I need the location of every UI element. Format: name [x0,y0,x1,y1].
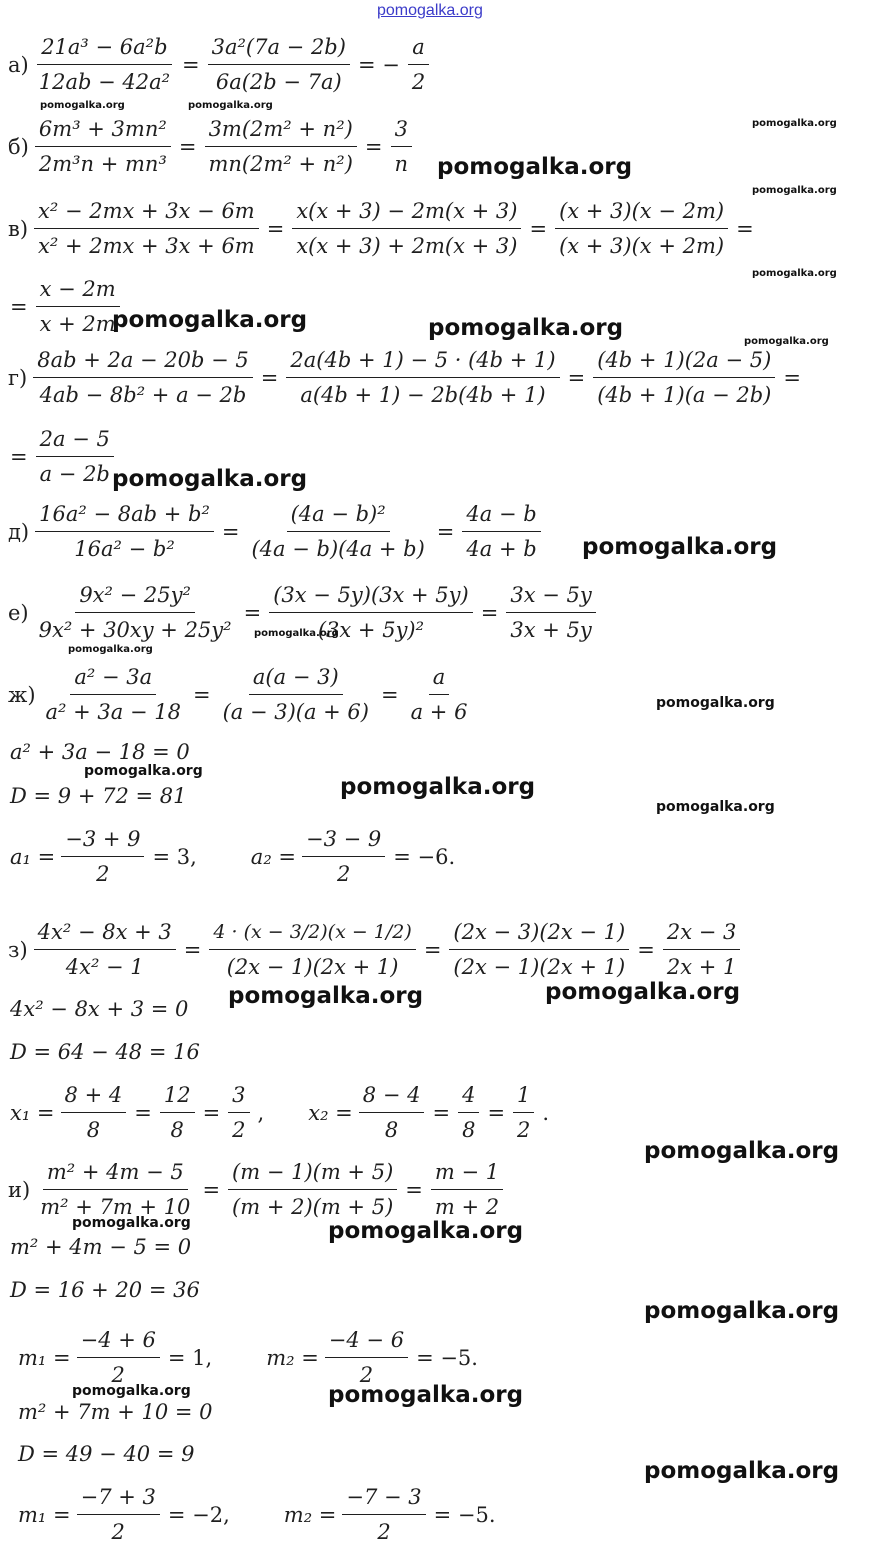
label-b: б) [8,134,29,159]
equals: = [202,1100,221,1125]
equals: = [10,294,28,319]
fraction [209,915,415,984]
denominator: 8 [384,1118,399,1142]
problem-i [8,1155,503,1224]
label-i: и) [8,1177,31,1202]
watermark: pomogalka.org [656,695,775,711]
fraction [33,343,253,412]
watermark: pomogalka.org [40,100,125,111]
denominator: 6a(2b − 7a) [215,70,342,94]
numerator: 2a(4b + 1) − 5 · (4b + 1) [286,343,559,378]
period: . [542,1100,550,1125]
denominator: m + 2 [434,1195,500,1219]
root-label: x₁ = [10,1100,55,1125]
numerator: (2x − 3)(2x − 1) [449,915,629,950]
problem-z [8,915,740,984]
numerator: 9x² − 25y² [75,578,195,613]
root-value: = −5. [433,1502,496,1527]
equation-line: a² + 3a − 18 = 0 [10,740,190,764]
root-label: a₂ = [250,844,297,869]
numerator: 3 [391,112,412,147]
numerator: a² − 3a [70,660,156,695]
denominator: 8 [170,1118,184,1142]
equals: = [183,937,202,962]
root-label: m₁ = [18,1502,71,1527]
equals: = [432,1100,451,1125]
denominator: 2 [517,1118,531,1142]
numerator: (4b + 1)(2a − 5) [593,343,775,378]
watermark: pomogalka.org [228,983,424,1009]
label-e: е) [8,600,29,625]
numerator: 3 [228,1078,249,1113]
watermark: pomogalka.org [188,100,273,111]
label-v: в) [8,216,29,241]
denominator: a² + 3a − 18 [45,700,181,724]
equals: = [260,365,279,390]
root-value: = 1, [167,1345,213,1370]
equals: = [381,682,399,707]
denominator: a + 6 [410,700,468,724]
fraction [36,272,120,341]
discriminant-line: D = 16 + 20 = 36 [10,1278,200,1302]
equals: = [178,134,197,159]
fraction [408,30,429,99]
equation-line: 4x² − 8x + 3 = 0 [10,997,189,1021]
root-label: m₂ = [266,1345,319,1370]
numerator: −3 + 9 [61,822,144,857]
numerator: 4x² − 8x + 3 [34,915,176,950]
root-value: = −6. [393,844,456,869]
fraction [359,1078,425,1147]
numerator: 12 [160,1078,195,1113]
fraction [513,1078,534,1147]
denominator: x² + 2mx + 3x + 6m [38,234,255,258]
denominator: 2 [111,1520,125,1544]
discriminant-line: D = 9 + 72 = 81 [10,784,187,808]
equals: = [436,519,455,544]
numerator: m − 1 [431,1155,503,1190]
equation-line: m² + 7m + 10 = 0 [18,1400,213,1424]
equals: = [221,519,240,544]
numerator: 8 + 4 [61,1078,127,1113]
watermark: pomogalka.org [644,1138,840,1164]
numerator: 2a − 5 [36,422,114,457]
numerator: −4 − 6 [325,1323,408,1358]
fraction [160,1078,195,1147]
numerator: m² + 4m − 5 [43,1155,188,1190]
fraction [302,822,385,891]
equals: = [243,600,262,625]
fraction [593,343,775,412]
equals-minus: = − [357,52,400,77]
denominator: 2 [359,1363,374,1387]
denominator: 16a² − b² [74,537,175,561]
root-value: = −2, [167,1502,230,1527]
denominator: a(4b + 1) − 2b(4b + 1) [300,383,546,407]
numerator: 8 − 4 [359,1078,425,1113]
fraction [391,112,413,181]
fraction [286,343,559,412]
equation-line: m² + 4m − 5 = 0 [10,1235,192,1259]
numerator: 8ab + 2a − 20b − 5 [33,343,253,378]
watermark: pomogalka.org [644,1458,840,1484]
watermark: pomogalka.org [72,1383,191,1399]
roots-line [10,822,457,891]
denominator: n [394,152,409,176]
watermark: pomogalka.org [437,154,633,180]
problem-d [8,497,541,566]
watermark: pomogalka.org [112,307,308,333]
fraction [555,194,728,263]
watermark: pomogalka.org [656,799,775,815]
fraction [506,578,595,647]
denominator: a − 2b [39,462,110,486]
numerator: 3x − 5y [506,578,595,613]
denominator: (4b + 1)(a − 2b) [597,383,772,407]
denominator: (a − 3)(a + 6) [222,700,369,724]
watermark: pomogalka.org [328,1382,524,1408]
numerator: 4a − b [462,497,540,532]
watermark: pomogalka.org [84,763,203,779]
fraction [462,497,540,566]
fraction [663,915,741,984]
label-d: д) [8,519,30,544]
denominator: 8 [462,1118,476,1142]
label-g: г) [8,365,28,390]
fraction [77,1480,160,1549]
watermark: pomogalka.org [744,336,829,347]
equals: = [487,1100,506,1125]
numerator: −7 − 3 [342,1480,425,1515]
denominator: (m + 2)(m + 5) [232,1195,394,1219]
fraction [219,660,373,729]
denominator: 2 [336,862,351,886]
fraction [61,1078,127,1147]
roots-line [18,1480,498,1549]
denominator: (2x − 1)(2x + 1) [453,955,626,979]
watermark: pomogalka.org [68,644,153,655]
numerator: (4a − b)² [287,497,390,532]
denominator: 4ab − 8b² + a − 2b [39,383,247,407]
denominator: (4a − b)(4a + b) [251,537,425,561]
equals: = [364,134,383,159]
numerator: 6m³ + 3mn² [35,112,171,147]
numerator: 3m(2m² + n²) [205,112,357,147]
watermark: pomogalka.org [582,534,778,560]
numerator: −7 + 3 [77,1480,160,1515]
watermark: pomogalka.org [340,774,536,800]
numerator: 2x − 3 [663,915,741,950]
numerator: (m − 1)(m + 5) [228,1155,397,1190]
watermark: pomogalka.org [112,466,308,492]
root-label: m₁ = [18,1345,71,1370]
numerator: 4 [458,1078,479,1113]
fraction [42,660,185,729]
numerator: (x + 3)(x − 2m) [555,194,728,229]
denominator: 9x² + 30xy + 25y² [38,618,232,642]
fraction [292,194,521,263]
fraction [34,915,176,984]
equals: = [405,1177,423,1202]
numerator: a [408,30,429,65]
numerator: x(x + 3) − 2m(x + 3) [292,194,521,229]
equals: = [266,216,285,241]
fraction [35,578,236,647]
denominator: 2 [96,862,110,886]
denominator: 2 [377,1520,391,1544]
fraction [35,112,171,181]
watermark: pomogalka.org [752,185,837,196]
label-a: а) [8,52,29,77]
denominator: (3x + 5y)² [317,618,425,642]
numerator: a [429,660,450,695]
label-zh: ж) [8,682,36,707]
fraction [77,1323,160,1392]
watermark: pomogalka.org [428,315,624,341]
equals: = [480,600,499,625]
discriminant-line: D = 64 − 48 = 16 [10,1040,200,1064]
problem-g [8,343,803,412]
denominator: m² + 7m + 10 [40,1195,191,1219]
root-label: a₁ = [10,844,56,869]
problem-v [8,194,756,263]
numerator: 4 · (x − 3/2)(x − 1/2) [209,915,415,950]
discriminant-line: D = 49 − 40 = 9 [18,1442,195,1466]
denominator: 4x² − 1 [65,955,144,979]
fraction [34,194,259,263]
denominator: (2x − 1)(2x + 1) [226,955,399,979]
equals: = [10,444,28,469]
denominator: 2 [411,70,426,94]
root-value: = −5. [416,1345,478,1370]
denominator: 8 [86,1118,101,1142]
equals: = [529,216,548,241]
numerator: (3x − 5y)(3x + 5y) [269,578,473,613]
denominator: 3x + 5y [510,618,592,642]
denominator: 12ab − 42a² [38,70,171,94]
root-value: = 3, [152,844,197,869]
numerator: a(a − 3) [249,660,343,695]
fraction [228,1078,249,1147]
label-z: з) [8,937,28,962]
problem-zh [8,660,471,729]
denominator: 4a + b [466,537,537,561]
numerator: −4 + 6 [77,1323,160,1358]
roots-line [10,1078,551,1147]
denominator: (x + 3)(x + 2m) [559,234,725,258]
problem-b [8,112,412,181]
fraction [449,915,629,984]
denominator: x(x + 3) + 2m(x + 3) [296,234,518,258]
denominator: 2x + 1 [666,955,737,979]
fraction [36,422,114,491]
site-header-link[interactable]: pomogalka.org [377,2,483,19]
fraction [247,497,428,566]
root-label: m₂ = [283,1502,337,1527]
fraction [204,112,356,181]
numerator: −3 − 9 [302,822,385,857]
numerator: 3a²(7a − 2b) [208,30,350,65]
equals: = [192,682,211,707]
fraction [36,1155,194,1224]
watermark: pomogalka.org [752,268,837,279]
equals: = [637,937,655,962]
equals: = [567,365,586,390]
numerator: 16a² − 8ab + b² [35,497,214,532]
fraction [35,497,214,566]
watermark: pomogalka.org [752,118,837,129]
denominator: x + 2m [39,312,116,336]
watermark: pomogalka.org [644,1298,840,1324]
fraction [228,1155,397,1224]
numerator: 21a³ − 6a²b [37,30,171,65]
numerator: x − 2m [36,272,120,307]
equals: = [134,1100,152,1125]
equals: = [423,937,442,962]
fraction [342,1480,425,1549]
denominator: 2 [232,1118,246,1142]
denominator: 2 [111,1363,125,1387]
watermark: pomogalka.org [72,1215,191,1231]
fraction [35,30,174,99]
equals: = [736,216,754,241]
denominator: 2m³n + mn³ [38,152,167,176]
root-label: x₂ = [308,1100,353,1125]
watermark: pomogalka.org [545,979,741,1005]
problem-g-result [8,422,114,491]
equals: = [202,1177,221,1202]
problem-v-result [8,272,120,341]
fraction [458,1078,479,1147]
fraction [431,1155,503,1224]
numerator: 1 [513,1078,534,1113]
fraction [208,30,350,99]
fraction [61,822,144,891]
fraction [407,660,472,729]
equals: = [182,52,200,77]
watermark: pomogalka.org [328,1218,524,1244]
numerator: x² − 2mx + 3x − 6m [34,194,259,229]
comma: , [257,1100,265,1125]
watermark: pomogalka.org [254,628,339,639]
problem-a [8,30,429,99]
denominator: mn(2m² + n²) [208,152,353,176]
equals: = [783,365,801,390]
